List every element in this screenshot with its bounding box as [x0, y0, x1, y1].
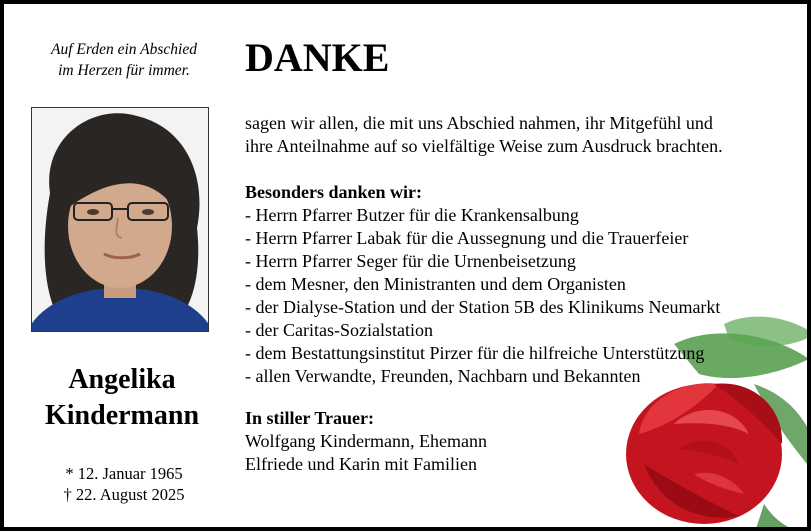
headline: DANKE [245, 35, 390, 80]
intro-line: sagen wir allen, die mit uns Abschied nahmen, ihr Mitgefühl und [245, 113, 713, 133]
death-date: † 22. August 2025 [63, 485, 185, 504]
thanks-item: - dem Bestattungsinstitut Pirzer für die hilfreiche Unterstützung [245, 343, 705, 363]
birth-date: * 12. Januar 1965 [65, 464, 183, 483]
life-dates [24, 463, 224, 505]
motto-line: im Herzen für immer. [58, 62, 190, 79]
thanks-item: - der Dialyse-Station und der Station 5B des Klinikums Neumarkt [245, 297, 721, 317]
thanks-item: - dem Mesner, den Ministranten und dem Organisten [245, 274, 626, 294]
thanks-item: - Herrn Pfarrer Butzer für die Krankensalbung [245, 205, 579, 225]
thanks-item: - allen Verwandte, Freunden, Nachbarn und Bekannten [245, 366, 641, 386]
mourning-heading: In stiller Trauer: [245, 408, 374, 428]
message-body [245, 112, 795, 476]
thanks-heading: Besonders danken wir: [245, 182, 423, 202]
thanks-item: - Herrn Pfarrer Seger für die Urnenbeisetzung [245, 251, 576, 271]
portrait-photo [31, 107, 209, 332]
motto-line: Auf Erden ein Abschied [51, 41, 197, 58]
deceased-name [16, 362, 228, 434]
thanks-item: - der Caritas-Sozialstation [245, 320, 433, 340]
mourner-line: Wolfgang Kindermann, Ehemann [245, 431, 487, 451]
motto [24, 39, 224, 81]
portrait-image [32, 108, 208, 331]
thanks-item: - Herrn Pfarrer Labak für die Aussegnung und die Trauerfeier [245, 228, 689, 248]
mourner-line: Elfriede und Karin mit Familien [245, 454, 477, 474]
last-name: Kindermann [44, 400, 200, 431]
first-name: Angelika [68, 364, 176, 395]
intro-line: ihre Anteilnahme auf so vielfältige Weise zum Ausdruck brachten. [245, 136, 723, 156]
